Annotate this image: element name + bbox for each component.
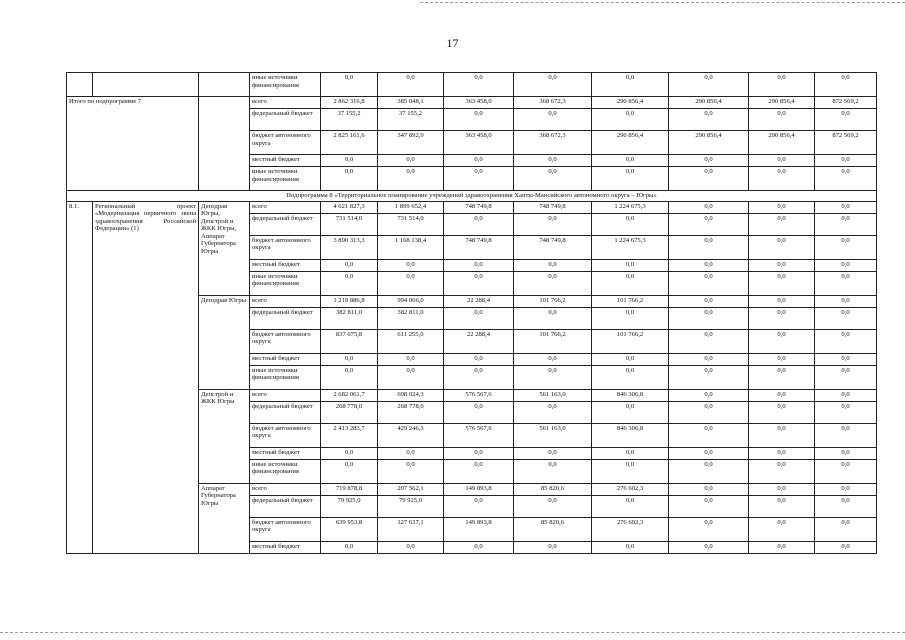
- value-cell: 0,0: [749, 329, 815, 353]
- value-cell: 872 569,2: [815, 97, 877, 109]
- value-cell: 0,0: [321, 447, 378, 459]
- category-label: местный бюджет: [250, 259, 321, 271]
- value-cell: 0,0: [669, 329, 749, 353]
- value-cell: 0,0: [749, 447, 815, 459]
- category-label: иные источники финансирования: [250, 459, 321, 483]
- value-cell: 382 811,0: [321, 307, 378, 329]
- value-cell: 101 766,2: [514, 329, 592, 353]
- value-cell: 0,0: [815, 483, 877, 495]
- value-cell: 0,0: [669, 389, 749, 401]
- value-cell: 0,0: [749, 423, 815, 447]
- value-cell: 363 458,0: [444, 97, 514, 109]
- value-cell: 0,0: [514, 353, 592, 365]
- category-label: местный бюджет: [250, 447, 321, 459]
- value-cell: 0,0: [444, 459, 514, 483]
- value-cell: 1 899 652,4: [378, 201, 444, 213]
- value-cell: 0,0: [592, 167, 669, 191]
- executor-cell: Аппарат Губернатора Югры: [199, 483, 250, 553]
- value-cell: 0,0: [378, 271, 444, 295]
- value-cell: 0,0: [815, 73, 877, 97]
- value-cell: 0,0: [815, 495, 877, 517]
- value-cell: 0,0: [444, 447, 514, 459]
- budget-table: [66, 72, 877, 554]
- value-cell: 0,0: [378, 447, 444, 459]
- value-cell: 0,0: [815, 271, 877, 295]
- value-cell: 290 856,4: [749, 97, 815, 109]
- value-cell: 22 288,4: [444, 295, 514, 307]
- value-cell: 4 621 827,3: [321, 201, 378, 213]
- value-cell: 0,0: [592, 401, 669, 423]
- value-cell: 0,0: [444, 167, 514, 191]
- value-cell: 2 682 061,7: [321, 389, 378, 401]
- value-cell: 0,0: [669, 541, 749, 553]
- value-cell: 0,0: [321, 459, 378, 483]
- category-label: иные источники финансирования: [250, 271, 321, 295]
- value-cell: 0,0: [592, 155, 669, 167]
- category-label: всего: [250, 97, 321, 109]
- value-cell: 731 514,0: [321, 213, 378, 235]
- category-label: местный бюджет: [250, 353, 321, 365]
- value-cell: 0,0: [669, 259, 749, 271]
- scan-edge-bottom: [0, 632, 905, 633]
- value-cell: 0,0: [669, 271, 749, 295]
- category-label: иные источники финансирования: [250, 167, 321, 191]
- page-number: 17: [446, 36, 459, 50]
- category-label: иные источники финансирования: [250, 73, 321, 97]
- value-cell: 0,0: [514, 213, 592, 235]
- category-label: бюджет автономного округа: [250, 423, 321, 447]
- value-cell: 429 246,3: [378, 423, 444, 447]
- value-cell: 2 862 316,8: [321, 97, 378, 109]
- value-cell: 0,0: [749, 483, 815, 495]
- value-cell: 0,0: [378, 73, 444, 97]
- program-row: [67, 201, 877, 213]
- value-cell: 0,0: [321, 155, 378, 167]
- value-cell: 0,0: [592, 271, 669, 295]
- category-label: местный бюджет: [250, 541, 321, 553]
- budget-table-body: [67, 73, 877, 554]
- value-cell: 0,0: [592, 459, 669, 483]
- category-label: федеральный бюджет: [250, 213, 321, 235]
- value-cell: 0,0: [444, 155, 514, 167]
- value-cell: 0,0: [815, 167, 877, 191]
- value-cell: 731 514,0: [378, 213, 444, 235]
- value-cell: 0,0: [321, 271, 378, 295]
- value-cell: 0,0: [815, 365, 877, 389]
- value-cell: 1 224 675,3: [592, 201, 669, 213]
- value-cell: 0,0: [592, 353, 669, 365]
- value-cell: 0,0: [378, 353, 444, 365]
- value-cell: 0,0: [815, 459, 877, 483]
- value-cell: 837 075,8: [321, 329, 378, 353]
- value-cell: 0,0: [669, 517, 749, 541]
- value-cell: 576 567,6: [444, 389, 514, 401]
- category-label: федеральный бюджет: [250, 495, 321, 517]
- value-cell: 0,0: [378, 259, 444, 271]
- value-cell: 101 766,2: [514, 295, 592, 307]
- value-cell: 0,0: [514, 271, 592, 295]
- value-cell: 0,0: [669, 353, 749, 365]
- value-cell: 0,0: [815, 259, 877, 271]
- value-cell: 0,0: [815, 307, 877, 329]
- value-cell: 872 569,2: [815, 131, 877, 155]
- value-cell: 0,0: [444, 353, 514, 365]
- value-cell: 639 953,8: [321, 517, 378, 541]
- value-cell: 0,0: [592, 73, 669, 97]
- value-cell: 1 224 675,3: [592, 235, 669, 259]
- value-cell: 576 567,6: [444, 423, 514, 447]
- value-cell: 698 024,3: [378, 389, 444, 401]
- value-cell: 0,0: [815, 329, 877, 353]
- category-label: иные источники финансирования: [250, 365, 321, 389]
- value-cell: 37 155,2: [321, 109, 378, 131]
- value-cell: 0,0: [444, 541, 514, 553]
- value-cell: 748 749,8: [444, 201, 514, 213]
- value-cell: 0,0: [592, 365, 669, 389]
- empty-cell: [67, 73, 93, 97]
- value-cell: 0,0: [378, 365, 444, 389]
- value-cell: 368 672,3: [514, 97, 592, 109]
- empty-cell: [93, 73, 199, 97]
- value-cell: 0,0: [815, 109, 877, 131]
- value-cell: 0,0: [514, 109, 592, 131]
- value-cell: 207 562,1: [378, 483, 444, 495]
- value-cell: 0,0: [321, 259, 378, 271]
- value-cell: 0,0: [592, 541, 669, 553]
- value-cell: 3 890 313,3: [321, 235, 378, 259]
- subtotal-label: Итого по подпрограмме 7: [67, 97, 199, 191]
- value-cell: 276 602,3: [592, 517, 669, 541]
- item-name: Региональный проект «Модернизация первичного звена здравоохранения Российской Федерации» (1): [93, 201, 199, 553]
- value-cell: 0,0: [444, 307, 514, 329]
- value-cell: 0,0: [444, 271, 514, 295]
- value-cell: 0,0: [749, 259, 815, 271]
- category-label: бюджет автономного округа: [250, 517, 321, 541]
- value-cell: 0,0: [669, 213, 749, 235]
- category-label: федеральный бюджет: [250, 109, 321, 131]
- value-cell: 748 749,8: [514, 201, 592, 213]
- value-cell: 0,0: [815, 295, 877, 307]
- value-cell: 1 168 138,4: [378, 235, 444, 259]
- value-cell: 0,0: [749, 365, 815, 389]
- value-cell: 0,0: [321, 365, 378, 389]
- value-cell: 0,0: [444, 73, 514, 97]
- value-cell: 0,0: [444, 213, 514, 235]
- value-cell: 846 306,8: [592, 423, 669, 447]
- value-cell: 0,0: [669, 295, 749, 307]
- carry-row: [67, 73, 877, 97]
- value-cell: 290 856,4: [669, 131, 749, 155]
- value-cell: 846 306,8: [592, 389, 669, 401]
- category-label: всего: [250, 389, 321, 401]
- value-cell: 0,0: [749, 389, 815, 401]
- value-cell: 0,0: [669, 201, 749, 213]
- value-cell: 0,0: [669, 401, 749, 423]
- value-cell: 0,0: [749, 541, 815, 553]
- value-cell: 0,0: [444, 259, 514, 271]
- value-cell: 0,0: [592, 447, 669, 459]
- value-cell: 0,0: [444, 365, 514, 389]
- scan-edge-top: [420, 2, 905, 3]
- value-cell: 0,0: [592, 259, 669, 271]
- value-cell: 0,0: [669, 483, 749, 495]
- value-cell: 0,0: [378, 459, 444, 483]
- value-cell: 0,0: [669, 235, 749, 259]
- value-cell: 0,0: [749, 213, 815, 235]
- value-cell: 0,0: [749, 73, 815, 97]
- value-cell: 0,0: [815, 423, 877, 447]
- executor-cell: Депстрой и ЖКК Югры: [199, 389, 250, 483]
- category-label: бюджет автономного округа: [250, 131, 321, 155]
- value-cell: 0,0: [514, 259, 592, 271]
- value-cell: 1 219 886,8: [321, 295, 378, 307]
- category-label: всего: [250, 483, 321, 495]
- value-cell: 561 163,0: [514, 389, 592, 401]
- value-cell: 0,0: [669, 365, 749, 389]
- value-cell: 0,0: [749, 201, 815, 213]
- value-cell: 0,0: [444, 401, 514, 423]
- value-cell: 611 255,0: [378, 329, 444, 353]
- value-cell: 290 856,4: [669, 97, 749, 109]
- value-cell: 0,0: [669, 495, 749, 517]
- value-cell: 2 825 161,6: [321, 131, 378, 155]
- value-cell: 290 856,4: [749, 131, 815, 155]
- category-label: бюджет автономного округа: [250, 329, 321, 353]
- value-cell: 149 893,8: [444, 483, 514, 495]
- value-cell: 0,0: [815, 389, 877, 401]
- value-cell: 0,0: [749, 271, 815, 295]
- value-cell: 0,0: [321, 541, 378, 553]
- section-row: [67, 191, 877, 202]
- value-cell: 85 820,6: [514, 517, 592, 541]
- item-number: 8.1.: [67, 201, 93, 553]
- value-cell: 561 163,0: [514, 423, 592, 447]
- value-cell: 719 878,8: [321, 483, 378, 495]
- value-cell: 0,0: [669, 167, 749, 191]
- value-cell: 79 925,0: [378, 495, 444, 517]
- value-cell: 0,0: [749, 167, 815, 191]
- value-cell: 0,0: [514, 495, 592, 517]
- value-cell: 0,0: [669, 155, 749, 167]
- value-cell: 0,0: [815, 517, 877, 541]
- subtotal-row: [67, 97, 877, 109]
- executor-cell: Депздрав Югры: [199, 295, 250, 389]
- value-cell: 22 288,4: [444, 329, 514, 353]
- value-cell: 0,0: [815, 235, 877, 259]
- value-cell: 101 766,2: [592, 329, 669, 353]
- value-cell: 0,0: [378, 541, 444, 553]
- value-cell: 0,0: [514, 167, 592, 191]
- value-cell: 748 749,8: [514, 235, 592, 259]
- value-cell: 101 766,2: [592, 295, 669, 307]
- value-cell: 2 413 283,7: [321, 423, 378, 447]
- category-label: всего: [250, 201, 321, 213]
- value-cell: 268 778,0: [378, 401, 444, 423]
- value-cell: 0,0: [669, 109, 749, 131]
- value-cell: 290 856,4: [592, 97, 669, 109]
- value-cell: 0,0: [815, 201, 877, 213]
- value-cell: 0,0: [749, 307, 815, 329]
- executor-cell: Депздрав Югры, Депстрой и ЖКК Югры, Аппарат Губернатора Югры: [199, 201, 250, 295]
- value-cell: 0,0: [749, 353, 815, 365]
- subprogram-title: Подпрограмма 8 «Территориальное планирование учреждений здравоохранения Ханты-Мансийского автономного округа – Югры»: [67, 191, 877, 202]
- value-cell: 0,0: [514, 365, 592, 389]
- value-cell: 0,0: [321, 73, 378, 97]
- value-cell: 37 155,2: [378, 109, 444, 131]
- value-cell: 85 820,6: [514, 483, 592, 495]
- value-cell: 127 637,1: [378, 517, 444, 541]
- value-cell: 0,0: [749, 155, 815, 167]
- value-cell: 0,0: [749, 517, 815, 541]
- value-cell: 0,0: [378, 167, 444, 191]
- value-cell: 0,0: [749, 401, 815, 423]
- value-cell: 382 811,0: [378, 307, 444, 329]
- value-cell: 0,0: [444, 495, 514, 517]
- value-cell: 0,0: [749, 235, 815, 259]
- category-label: федеральный бюджет: [250, 307, 321, 329]
- category-label: всего: [250, 295, 321, 307]
- value-cell: 0,0: [749, 295, 815, 307]
- category-label: местный бюджет: [250, 155, 321, 167]
- value-cell: 0,0: [514, 541, 592, 553]
- value-cell: 0,0: [444, 109, 514, 131]
- value-cell: 0,0: [514, 401, 592, 423]
- value-cell: 0,0: [514, 155, 592, 167]
- value-cell: 0,0: [749, 459, 815, 483]
- value-cell: 0,0: [592, 307, 669, 329]
- value-cell: 0,0: [815, 155, 877, 167]
- value-cell: 0,0: [749, 495, 815, 517]
- value-cell: 347 892,9: [378, 131, 444, 155]
- value-cell: 79 925,0: [321, 495, 378, 517]
- value-cell: 368 672,3: [514, 131, 592, 155]
- value-cell: 0,0: [514, 73, 592, 97]
- value-cell: 0,0: [815, 401, 877, 423]
- value-cell: 0,0: [514, 459, 592, 483]
- value-cell: 363 458,0: [444, 131, 514, 155]
- value-cell: 0,0: [321, 167, 378, 191]
- value-cell: 385 048,1: [378, 97, 444, 109]
- value-cell: 0,0: [815, 447, 877, 459]
- value-cell: 0,0: [815, 541, 877, 553]
- value-cell: 0,0: [592, 109, 669, 131]
- value-cell: 0,0: [514, 307, 592, 329]
- value-cell: 0,0: [669, 447, 749, 459]
- category-label: федеральный бюджет: [250, 401, 321, 423]
- value-cell: 994 066,0: [378, 295, 444, 307]
- value-cell: 748 749,8: [444, 235, 514, 259]
- value-cell: 149 893,8: [444, 517, 514, 541]
- empty-cell: [199, 73, 250, 97]
- value-cell: 0,0: [592, 495, 669, 517]
- value-cell: 0,0: [749, 109, 815, 131]
- category-label: бюджет автономного округа: [250, 235, 321, 259]
- value-cell: 0,0: [592, 213, 669, 235]
- value-cell: 0,0: [514, 447, 592, 459]
- value-cell: 268 778,0: [321, 401, 378, 423]
- value-cell: 0,0: [378, 155, 444, 167]
- value-cell: 0,0: [669, 307, 749, 329]
- value-cell: 0,0: [669, 73, 749, 97]
- value-cell: 0,0: [321, 353, 378, 365]
- value-cell: 0,0: [815, 213, 877, 235]
- value-cell: 0,0: [669, 423, 749, 447]
- value-cell: 290 856,4: [592, 131, 669, 155]
- value-cell: 0,0: [815, 353, 877, 365]
- value-cell: 0,0: [669, 459, 749, 483]
- executor-cell: [199, 97, 250, 191]
- value-cell: 276 602,3: [592, 483, 669, 495]
